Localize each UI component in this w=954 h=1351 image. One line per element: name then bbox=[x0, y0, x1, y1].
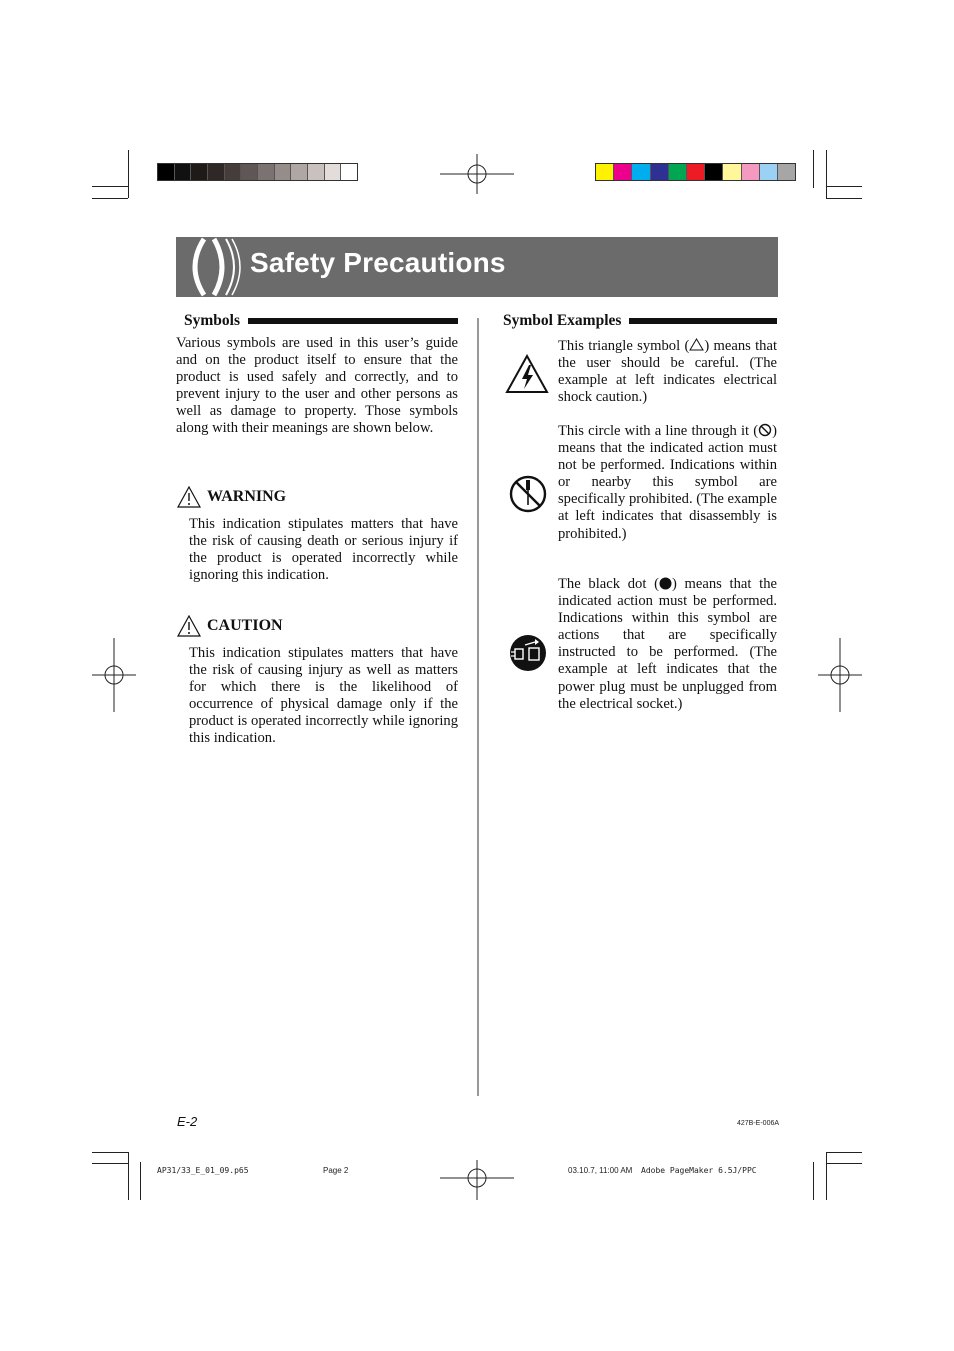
heading-rule bbox=[248, 318, 458, 324]
color-swatch bbox=[191, 164, 208, 180]
inline-triangle-icon bbox=[689, 338, 704, 351]
dot-symbol-description bbox=[558, 576, 777, 713]
color-swatch bbox=[614, 164, 632, 180]
color-swatch bbox=[651, 164, 669, 180]
file-name: AP31/33_E_01_09.p65 bbox=[157, 1166, 249, 1175]
color-swatch bbox=[705, 164, 723, 180]
registration-mark-top-icon bbox=[440, 154, 514, 194]
title-banner bbox=[176, 237, 778, 297]
warning-description: This indication stipulates matters that have the risk of causing death or serious injury if the product is operated incorrectly while ignoring this indication. bbox=[189, 516, 458, 584]
page-reference: Page 2 bbox=[323, 1166, 349, 1175]
color-swatch bbox=[225, 164, 242, 180]
color-swatch bbox=[341, 164, 357, 180]
color-swatch bbox=[687, 164, 705, 180]
caution-triangle-icon bbox=[177, 615, 201, 637]
registration-mark-bottom-icon bbox=[440, 1160, 514, 1200]
inline-black-dot-icon bbox=[659, 577, 672, 590]
color-swatch bbox=[723, 164, 741, 180]
symbols-heading bbox=[184, 312, 458, 330]
application-name: Adobe PageMaker 6.5J/PPC bbox=[641, 1166, 757, 1175]
color-swatch bbox=[208, 164, 225, 180]
color-swatch bbox=[291, 164, 308, 180]
column-divider bbox=[477, 318, 479, 1096]
caution-heading-label: CAUTION bbox=[207, 617, 283, 634]
process-color-bar bbox=[595, 163, 796, 181]
caution-description: This indication stipulates matters that have the risk of causing injury as well as matters for which there is the likelihood of occurrence of physical damage only if the product is operated incorrectly while ignoring this indication. bbox=[189, 645, 458, 747]
unplug-icon bbox=[509, 634, 547, 672]
registration-mark-left-icon bbox=[92, 638, 136, 712]
dot-text-end: ) means that the indicated action must be performed. Indications within this symbol are actions that are specifically instructed to be performed. (The example at left indicates that the power plug must be unplugged from the electrical socket.) bbox=[558, 576, 777, 712]
color-swatch bbox=[778, 164, 795, 180]
color-swatch bbox=[258, 164, 275, 180]
inline-prohibition-icon bbox=[758, 423, 772, 437]
warning-heading bbox=[177, 486, 286, 508]
warning-triangle-icon bbox=[177, 486, 201, 508]
color-swatch bbox=[760, 164, 778, 180]
document-code: 427B-E-006A bbox=[737, 1120, 780, 1127]
grayscale-color-bar bbox=[157, 163, 358, 181]
dot-text-start: The black dot ( bbox=[558, 576, 659, 592]
color-swatch bbox=[632, 164, 650, 180]
color-swatch bbox=[596, 164, 614, 180]
symbol-examples-heading bbox=[503, 312, 777, 330]
color-swatch bbox=[325, 164, 342, 180]
caution-heading bbox=[177, 615, 283, 637]
triangle-text-end: ) means that the user should be careful. (The example at left indicates electrical shock caution.) bbox=[558, 338, 777, 406]
circle-text-start: This circle with a line through it ( bbox=[558, 423, 759, 439]
no-disassembly-icon bbox=[508, 474, 548, 514]
color-swatch bbox=[275, 164, 292, 180]
symbols-heading-label: Symbols bbox=[184, 312, 240, 329]
color-swatch bbox=[175, 164, 192, 180]
heading-rule bbox=[629, 318, 777, 324]
timestamp: 03.10.7, 11:00 AM bbox=[568, 1166, 633, 1175]
color-swatch bbox=[158, 164, 175, 180]
triangle-symbol-description bbox=[558, 338, 777, 406]
triangle-text-start: This triangle symbol ( bbox=[558, 338, 690, 354]
symbols-description: Various symbols are used in this user’s guide and on the product itself to ensure that the product is used safely and correctly, and to prevent injury to the user and other persons as well as damage to property. Those symbols along with their meanings are shown below. bbox=[176, 335, 458, 437]
warning-heading-label: WARNING bbox=[207, 488, 287, 505]
circle-text-end: ) means that the indicated action must not be performed. Indications within or nearby this symbol are specifically prohibited. (The example at left indicates that disassembly is prohibited.) bbox=[558, 423, 777, 542]
symbol-examples-heading-label: Symbol Examples bbox=[503, 312, 622, 329]
color-swatch bbox=[308, 164, 325, 180]
color-swatch bbox=[669, 164, 687, 180]
electric-shock-icon bbox=[505, 354, 549, 394]
color-swatch bbox=[241, 164, 258, 180]
banner-arc-decoration-icon bbox=[182, 237, 246, 297]
registration-mark-right-icon bbox=[818, 638, 862, 712]
page-number: E-2 bbox=[177, 1114, 198, 1129]
color-swatch bbox=[742, 164, 760, 180]
page-title: Safety Precautions bbox=[250, 247, 506, 278]
circle-symbol-description bbox=[558, 423, 777, 543]
